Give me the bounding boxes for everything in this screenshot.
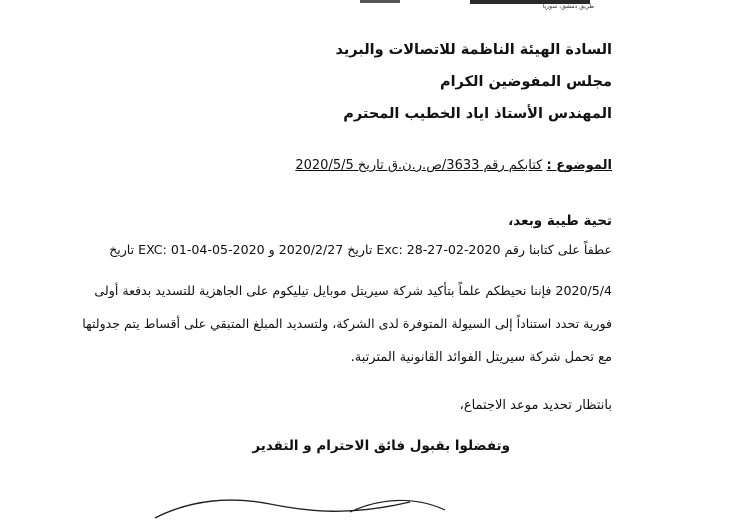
body-line-4: مع تحمل شركة سيريتل الفوائد القانونية المترتبة. [350, 350, 612, 365]
body-line-3: فورية تحدد استناداً إلى السيولة المتوفرة لدى الشركة، ولتسديد المبلغ المتبقي على أقساط يتم جدولتها [82, 316, 612, 331]
addressee-line-3: المهندس الأستاذ اياد الخطيب المحترم [343, 106, 612, 122]
subject-reference: كتابكم رقم 3633/ص.ر.ن.ق تاريخ 2020/5/5 [295, 158, 543, 173]
addressee-line-1: السادة الهيئة الناظمة للاتصالات والبريد [335, 42, 612, 58]
meeting-line: بانتظار تحديد موعد الاجتماع، [459, 398, 612, 413]
greeting: تحية طيبة وبعد، [508, 213, 612, 229]
subject-label: الموضوع : [546, 158, 612, 173]
body-line-1: عطفاً على كتابنا رقم Exc: 28-27-02-2020 تاريخ 2020/2/27 و EXC: 01-04-05-2020 تاريخ [109, 242, 612, 257]
addressee-line-2: مجلس المفوضين الكرام [439, 74, 612, 90]
body-line-2: 2020/5/4 فإننا نحيطكم علماً بتأكيد شركة سيريتل موبايل تيليكوم على الجاهزية للتسديد بدفعة أولى [94, 283, 612, 298]
closing-line: وتفضلوا بقبول فائق الاحترام و التقدير [252, 438, 510, 454]
signature-stroke [150, 490, 450, 520]
subject-line [295, 158, 612, 173]
scan-edge-mark [360, 0, 400, 3]
letterhead-text: طريق دمشق، سوريا [542, 3, 594, 10]
